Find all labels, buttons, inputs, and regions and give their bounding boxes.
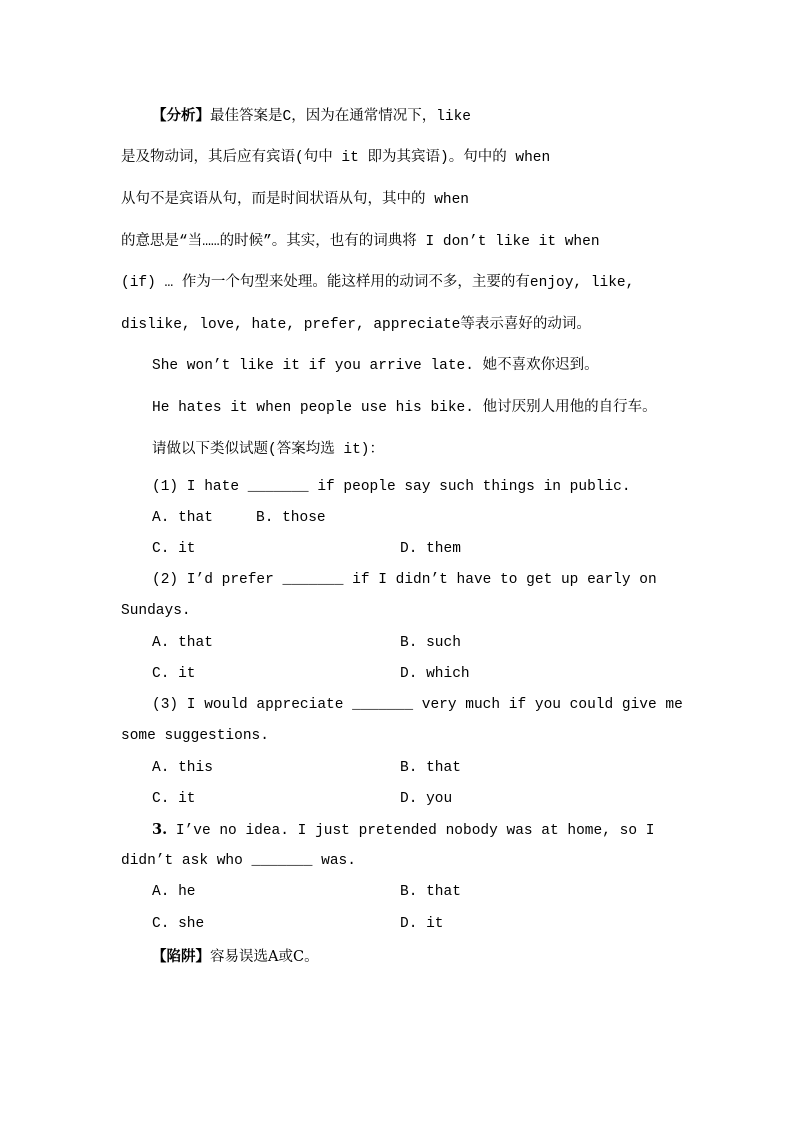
q2-stem-2: Sundays. (121, 603, 191, 619)
trap-line (152, 947, 319, 967)
q1-stem: (1) I hate _______ if people say such things in public. (152, 479, 631, 495)
q3-option-c: C. it (152, 791, 196, 807)
q2-option-b: B. such (400, 635, 461, 651)
q4-option-b: B. that (400, 884, 461, 900)
analysis-line-3: 从句不是宾语从句，而是时间状语从句，其中的 when (121, 192, 470, 208)
q3-stem-2: some suggestions. (121, 728, 269, 744)
analysis-tag: 【分析】 (152, 107, 210, 124)
q2-option-d: D. which (400, 666, 470, 682)
q4-option-a: A. he (152, 884, 196, 900)
trap-tag: 【陷阱】 (152, 948, 210, 965)
q2-option-a: A. that (152, 635, 213, 651)
analysis-line-4: 的意思是“当……的时候”。其实，也有的词典将 I don’t like it when (121, 234, 600, 250)
analysis-line-6: dislike, love, hate, prefer, appreciate等表示喜好的动词。 (121, 317, 591, 333)
q1-option-a: A. that (152, 510, 213, 526)
q3-option-a: A. this (152, 760, 213, 776)
q1-option-b: B. those (256, 510, 326, 526)
q4-stem-2: didn’t ask who _______ was. (121, 853, 356, 869)
similar-prompt: 请做以下类似试题(答案均选 it)： (152, 442, 385, 458)
q1-option-d: D. them (400, 541, 461, 557)
q2-stem-1: (2) I’d prefer _______ if I didn’t have to get up early on (152, 572, 657, 588)
q3-option-b: B. that (400, 760, 461, 776)
trap-text: 容易误选A或C。 (210, 949, 319, 965)
q3-option-d: D. you (400, 791, 453, 807)
q3-stem-1: (3) I would appreciate _______ very much if you could give me (152, 697, 683, 713)
q4-number: 3. (152, 821, 168, 838)
example-2: He hates it when people use his bike. 他讨厌别人用他的自行车。 (152, 400, 657, 416)
q4-stem-1: 3. I’ve no idea. I just pretended nobody was at home, so I (152, 821, 655, 839)
q4-option-d: D. it (400, 916, 444, 932)
q1-option-c: C. it (152, 541, 196, 557)
analysis-line-2: 是及物动词，其后应有宾语(句中 it 即为其宾语)。句中的 when (121, 150, 551, 166)
example-1: She won’t like it if you arrive late. 她不喜欢你迟到。 (152, 358, 599, 374)
analysis-line-1: 【分析】最佳答案是C，因为在通常情况下，like (152, 107, 472, 125)
q4-option-c: C. she (152, 916, 205, 932)
q2-option-c: C. it (152, 666, 196, 682)
analysis-line-5: (if) … 作为一个句型来处理。能这样用的动词不多，主要的有enjoy, like, (121, 275, 635, 291)
